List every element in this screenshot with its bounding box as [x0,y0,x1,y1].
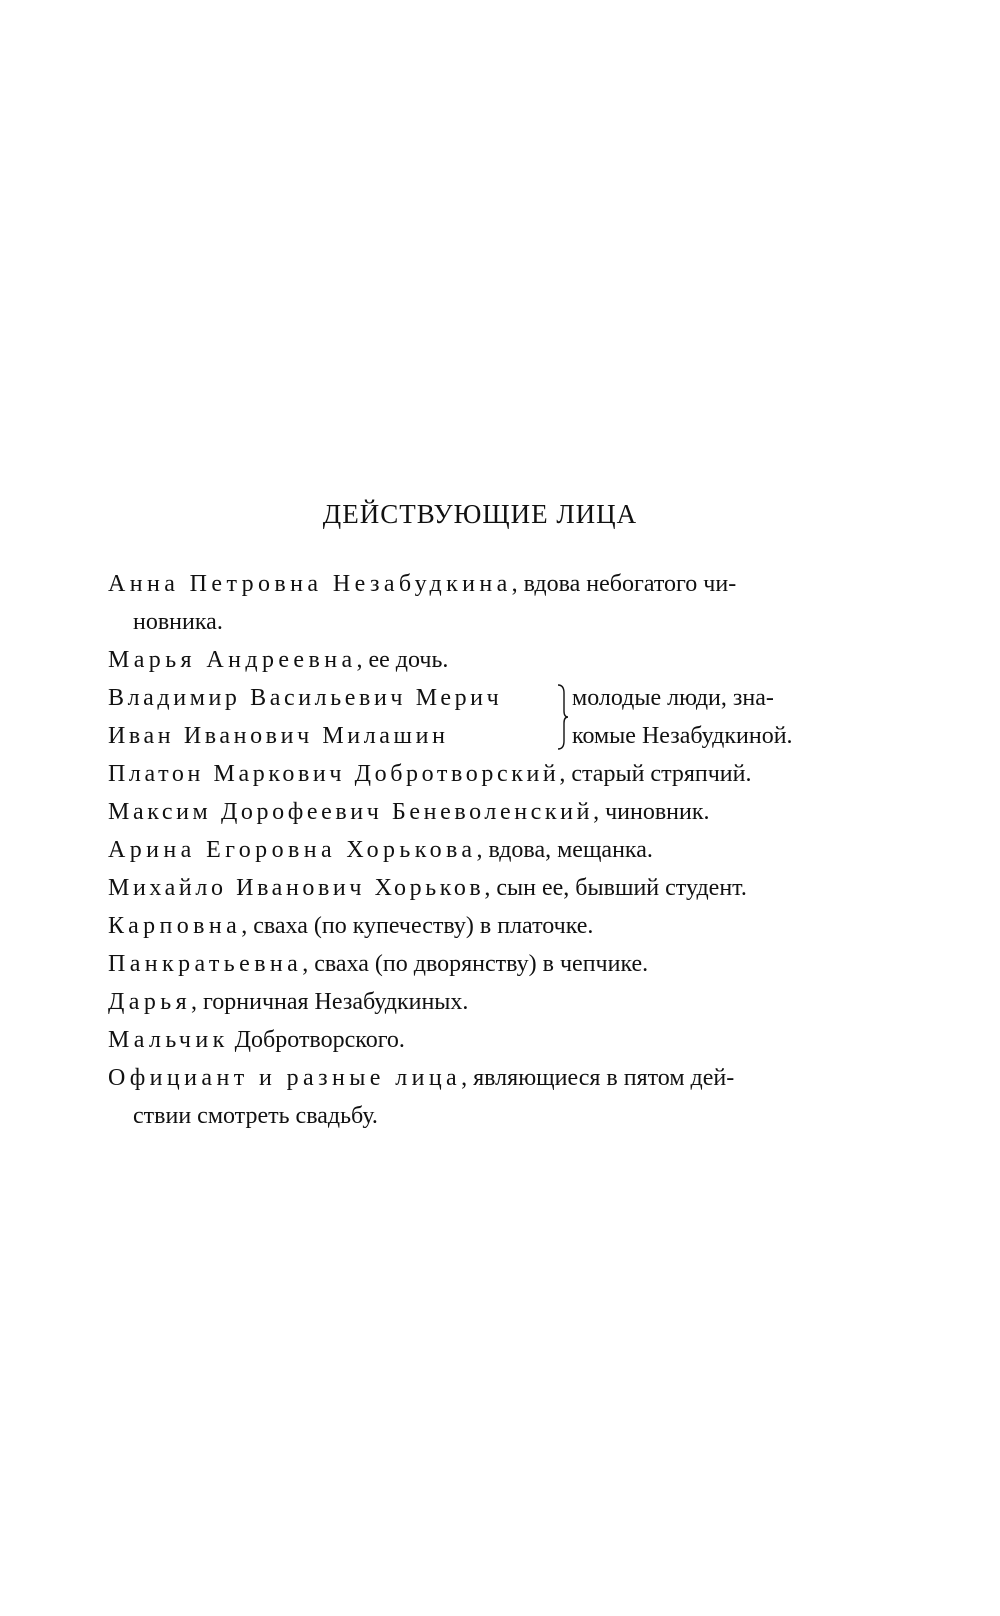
description-line: молодые люди, зна- [572,685,774,711]
character-description: , старый стряпчий. [559,761,752,787]
character-description: , являющиеся в пятом дей- [461,1065,735,1091]
cast-entry-continuation: новника. [133,609,223,635]
cast-entry [108,755,848,793]
character-name: Мальчик [108,1027,229,1053]
character-description: , сваха (по купечеству) в платочке. [241,913,594,939]
curly-brace-icon [557,684,569,750]
cast-entry [108,641,848,679]
page-title: ДЕЙСТВУЮЩИЕ ЛИЦА [322,499,638,529]
character-name: Михайло Иванович Хорьков [108,875,485,901]
group-names [108,679,502,755]
character-name: Арина Егоровна Хорькова [108,837,477,863]
cast-entry [108,793,848,831]
character-name: Дарья [108,989,192,1015]
character-name: Панкратьевна [108,951,303,977]
cast-entry [108,1059,848,1097]
character-description: , вдова небогатого чи- [511,571,737,597]
character-description: , сваха (по дворянству) в чепчике. [302,951,649,977]
character-description: , вдова, мещанка. [476,837,653,863]
character-name: Платон Маркович Добротворский [108,761,560,787]
group-description [572,679,793,755]
cast-entry [108,983,848,1021]
cast-entry [108,565,848,603]
cast-entry [108,1021,848,1059]
cast-list [108,565,848,1135]
cast-entry [108,869,848,907]
cast-entry-group [108,679,848,755]
character-description: , горничная Незабудкиных. [191,989,469,1015]
character-name: Максим Дорофеевич Беневоленский [108,799,594,825]
character-description: , чиновник. [593,799,710,825]
character-name: Иван Иванович Милашин [108,723,449,749]
cast-entry-continuation: ствии смотреть свадьбу. [133,1103,378,1129]
character-description: Добротворского. [228,1027,405,1053]
character-name: Карповна [108,913,242,939]
character-description: , ее дочь. [356,647,449,673]
cast-entry [108,831,848,869]
cast-entry [108,945,848,983]
cast-entry [108,907,848,945]
character-name: Официант и разные лица [108,1065,462,1091]
character-description: , сын ее, бывший студент. [484,875,747,901]
character-name: Анна Петровна Незабудкина [108,571,512,597]
description-line: комые Незабудкиной. [572,723,793,749]
character-name: Марья Андреевна [108,647,357,673]
character-name: Владимир Васильевич Мерич [108,685,503,711]
